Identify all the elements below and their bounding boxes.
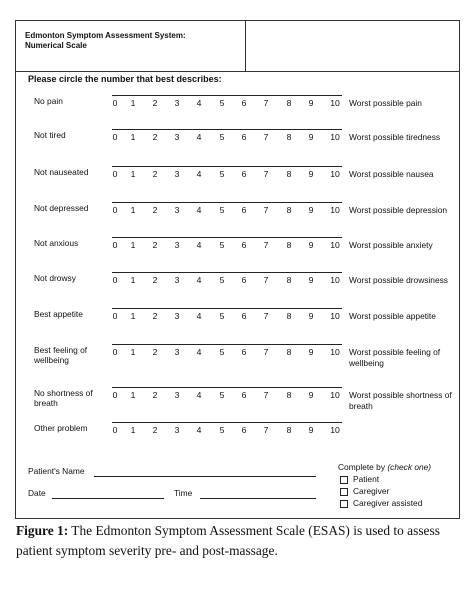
- scale-number-1[interactable]: 1: [130, 205, 136, 215]
- scale-number-8[interactable]: 8: [286, 240, 292, 250]
- scale-number-9[interactable]: 9: [308, 205, 314, 215]
- scale-number-7[interactable]: 7: [263, 98, 269, 108]
- figure-label: Figure 1:: [16, 523, 69, 538]
- scale-number-10[interactable]: 10: [330, 205, 340, 215]
- figure-caption: [16, 521, 462, 561]
- scale-number-6[interactable]: 6: [241, 98, 247, 108]
- scale-number-8[interactable]: 8: [286, 275, 292, 285]
- scale-number-2[interactable]: 2: [152, 169, 158, 179]
- scale-number-7[interactable]: 7: [263, 205, 269, 215]
- scale-number-1[interactable]: 1: [130, 347, 136, 357]
- scale-number-9[interactable]: 9: [308, 98, 314, 108]
- scale-number-5[interactable]: 5: [219, 240, 225, 250]
- scale-number-4[interactable]: 4: [196, 98, 202, 108]
- option-caregiver-label: Caregiver: [353, 486, 390, 496]
- scale-number-7[interactable]: 7: [263, 275, 269, 285]
- scale-line: [112, 422, 342, 423]
- symptom-label-left: Not drowsy: [34, 273, 76, 283]
- scale-number-5[interactable]: 5: [219, 205, 225, 215]
- scale-number-3[interactable]: 3: [174, 169, 180, 179]
- scale-number-9[interactable]: 9: [308, 169, 314, 179]
- scale-number-7[interactable]: 7: [263, 311, 269, 321]
- complete-by-label: Complete by: [338, 462, 386, 472]
- symptom-label-left: Best feeling of wellbeing: [34, 345, 88, 365]
- scale-number-0[interactable]: 0: [112, 98, 118, 108]
- scale-number-5[interactable]: 5: [219, 98, 225, 108]
- scale-number-3[interactable]: 3: [174, 390, 180, 400]
- scale-number-9[interactable]: 9: [308, 240, 314, 250]
- scale-number-4[interactable]: 4: [196, 390, 202, 400]
- scale-number-5[interactable]: 5: [219, 169, 225, 179]
- scale-number-10[interactable]: 10: [330, 347, 340, 357]
- scale-number-5[interactable]: 5: [219, 132, 225, 142]
- scale-number-10[interactable]: 10: [330, 132, 340, 142]
- patient-name-label: Patient's Name: [28, 466, 85, 476]
- scale-number-7[interactable]: 7: [263, 390, 269, 400]
- scale-line: [112, 308, 342, 309]
- scale-number-3[interactable]: 3: [174, 311, 180, 321]
- scale-number-6[interactable]: 6: [241, 169, 247, 179]
- symptom-label-right: Worst possible appetite: [349, 311, 436, 321]
- scale-number-8[interactable]: 8: [286, 98, 292, 108]
- scale-number-1[interactable]: 1: [130, 169, 136, 179]
- form-title-box: [16, 21, 246, 71]
- scale-number-3[interactable]: 3: [174, 275, 180, 285]
- scale-number-7[interactable]: 7: [263, 240, 269, 250]
- scale-number-10[interactable]: 10: [330, 390, 340, 400]
- scale-number-2[interactable]: 2: [152, 425, 158, 435]
- symptom-label-right: Worst possible nausea: [349, 169, 434, 179]
- scale-number-0[interactable]: 0: [112, 347, 118, 357]
- scale-number-7[interactable]: 7: [263, 169, 269, 179]
- scale-number-9[interactable]: 9: [308, 275, 314, 285]
- checkbox-patient[interactable]: [340, 476, 348, 484]
- checkbox-caregiver[interactable]: [340, 488, 348, 496]
- scale-line: [112, 166, 342, 167]
- symptom-label-left: Not nauseated: [34, 167, 89, 177]
- scale-number-3[interactable]: 3: [174, 347, 180, 357]
- scale-number-8[interactable]: 8: [286, 347, 292, 357]
- date-label: Date: [28, 488, 46, 498]
- scale-number-5[interactable]: 5: [219, 347, 225, 357]
- scale-number-2[interactable]: 2: [152, 240, 158, 250]
- scale-number-10[interactable]: 10: [330, 240, 340, 250]
- scale-number-0[interactable]: 0: [112, 425, 118, 435]
- scale-number-1[interactable]: 1: [130, 390, 136, 400]
- option-patient-label: Patient: [353, 474, 380, 484]
- scale-number-1[interactable]: 1: [130, 425, 136, 435]
- scale-line: [112, 202, 342, 203]
- symptom-label-left: Not depressed: [34, 203, 89, 213]
- scale-number-4[interactable]: 4: [196, 205, 202, 215]
- option-caregiver-assisted-label: Caregiver assisted: [353, 498, 423, 508]
- scale-number-0[interactable]: 0: [112, 275, 118, 285]
- time-field[interactable]: [200, 498, 316, 499]
- scale-number-0[interactable]: 0: [112, 240, 118, 250]
- scale-number-0[interactable]: 0: [112, 132, 118, 142]
- scale-number-1[interactable]: 1: [130, 275, 136, 285]
- scale-number-6[interactable]: 6: [241, 275, 247, 285]
- scale-number-4[interactable]: 4: [196, 169, 202, 179]
- scale-number-7[interactable]: 7: [263, 425, 269, 435]
- date-field[interactable]: [52, 498, 164, 499]
- scale-number-6[interactable]: 6: [241, 311, 247, 321]
- scale-number-5[interactable]: 5: [219, 275, 225, 285]
- time-label: Time: [174, 488, 193, 498]
- symptom-label-right: Worst possible shortness of breath: [349, 390, 452, 411]
- scale-number-2[interactable]: 2: [152, 347, 158, 357]
- scale-line: [112, 95, 342, 96]
- scale-number-8[interactable]: 8: [286, 132, 292, 142]
- scale-number-3[interactable]: 3: [174, 240, 180, 250]
- scale-number-9[interactable]: 9: [308, 425, 314, 435]
- scale-number-4[interactable]: 4: [196, 347, 202, 357]
- scale-number-0[interactable]: 0: [112, 205, 118, 215]
- scale-line: [112, 387, 342, 388]
- symptom-label-right: Worst possible drowsiness: [349, 275, 448, 285]
- scale-number-2[interactable]: 2: [152, 205, 158, 215]
- scale-number-1[interactable]: 1: [130, 132, 136, 142]
- instruction-text: Please circle the number that best describes:: [28, 74, 222, 84]
- scale-number-3[interactable]: 3: [174, 98, 180, 108]
- symptom-label-left: Other problem: [34, 423, 88, 433]
- scale-line: [112, 237, 342, 238]
- scale-number-4[interactable]: 4: [196, 240, 202, 250]
- figure-text: The Edmonton Symptom Assessment Scale (ESAS) is used to assess patient symptom severity pre- and post-massage.: [16, 523, 440, 558]
- scale-number-9[interactable]: 9: [308, 390, 314, 400]
- form-title-line1: Edmonton Symptom Assessment System:: [25, 31, 186, 40]
- scale-number-6[interactable]: 6: [241, 347, 247, 357]
- scale-number-7[interactable]: 7: [263, 347, 269, 357]
- scale-number-2[interactable]: 2: [152, 132, 158, 142]
- scale-number-6[interactable]: 6: [241, 132, 247, 142]
- form-title-line2: Numerical Scale: [25, 41, 87, 50]
- patient-name-field[interactable]: [94, 476, 316, 477]
- symptom-label-right: Worst possible pain: [349, 98, 422, 108]
- scale-number-8[interactable]: 8: [286, 311, 292, 321]
- scale-number-1[interactable]: 1: [130, 311, 136, 321]
- scale-number-9[interactable]: 9: [308, 347, 314, 357]
- scale-number-3[interactable]: 3: [174, 425, 180, 435]
- scale-line: [112, 344, 342, 345]
- scale-number-8[interactable]: 8: [286, 169, 292, 179]
- scale-number-0[interactable]: 0: [112, 311, 118, 321]
- scale-number-2[interactable]: 2: [152, 390, 158, 400]
- scale-number-10[interactable]: 10: [330, 425, 340, 435]
- scale-number-9[interactable]: 9: [308, 311, 314, 321]
- scale-line: [112, 272, 342, 273]
- scale-number-2[interactable]: 2: [152, 275, 158, 285]
- scale-number-4[interactable]: 4: [196, 311, 202, 321]
- scale-number-0[interactable]: 0: [112, 169, 118, 179]
- scale-number-4[interactable]: 4: [196, 132, 202, 142]
- scale-line: [112, 129, 342, 130]
- scale-number-1[interactable]: 1: [130, 240, 136, 250]
- scale-number-5[interactable]: 5: [219, 311, 225, 321]
- symptom-label-left: No shortness of breath: [34, 388, 93, 408]
- symptom-label-right: Worst possible depression: [349, 205, 448, 215]
- scale-number-6[interactable]: 6: [241, 425, 247, 435]
- symptom-label-right: Worst possible feeling of wellbeing: [349, 347, 441, 368]
- scale-number-10[interactable]: 10: [330, 311, 340, 321]
- symptom-label-left: Best appetite: [34, 309, 83, 319]
- complete-by-heading: [338, 462, 431, 472]
- scale-number-2[interactable]: 2: [152, 98, 158, 108]
- scale-number-0[interactable]: 0: [112, 390, 118, 400]
- symptom-label-left: Not anxious: [34, 238, 79, 248]
- scale-number-5[interactable]: 5: [219, 425, 225, 435]
- scale-number-4[interactable]: 4: [196, 425, 202, 435]
- scale-number-8[interactable]: 8: [286, 425, 292, 435]
- scale-number-10[interactable]: 10: [330, 275, 340, 285]
- scale-number-2[interactable]: 2: [152, 311, 158, 321]
- complete-by-hint: (check one): [387, 462, 432, 472]
- scale-number-6[interactable]: 6: [241, 240, 247, 250]
- symptom-label-right: Worst possible tiredness: [349, 132, 441, 142]
- scale-number-6[interactable]: 6: [241, 390, 247, 400]
- scale-number-3[interactable]: 3: [174, 205, 180, 215]
- scale-number-10[interactable]: 10: [330, 169, 340, 179]
- symptom-label-left: No pain: [34, 96, 63, 106]
- symptom-label-right: Worst possible anxiety: [349, 240, 433, 250]
- scale-number-10[interactable]: 10: [330, 98, 340, 108]
- scale-number-5[interactable]: 5: [219, 390, 225, 400]
- scale-number-8[interactable]: 8: [286, 390, 292, 400]
- checkbox-caregiver-assisted[interactable]: [340, 500, 348, 508]
- scale-number-9[interactable]: 9: [308, 132, 314, 142]
- symptom-label-left: Not tired: [34, 130, 66, 140]
- scale-number-3[interactable]: 3: [174, 132, 180, 142]
- scale-number-4[interactable]: 4: [196, 275, 202, 285]
- scale-number-7[interactable]: 7: [263, 132, 269, 142]
- scale-number-1[interactable]: 1: [130, 98, 136, 108]
- scale-number-6[interactable]: 6: [241, 205, 247, 215]
- section-divider: [16, 71, 459, 72]
- scale-number-8[interactable]: 8: [286, 205, 292, 215]
